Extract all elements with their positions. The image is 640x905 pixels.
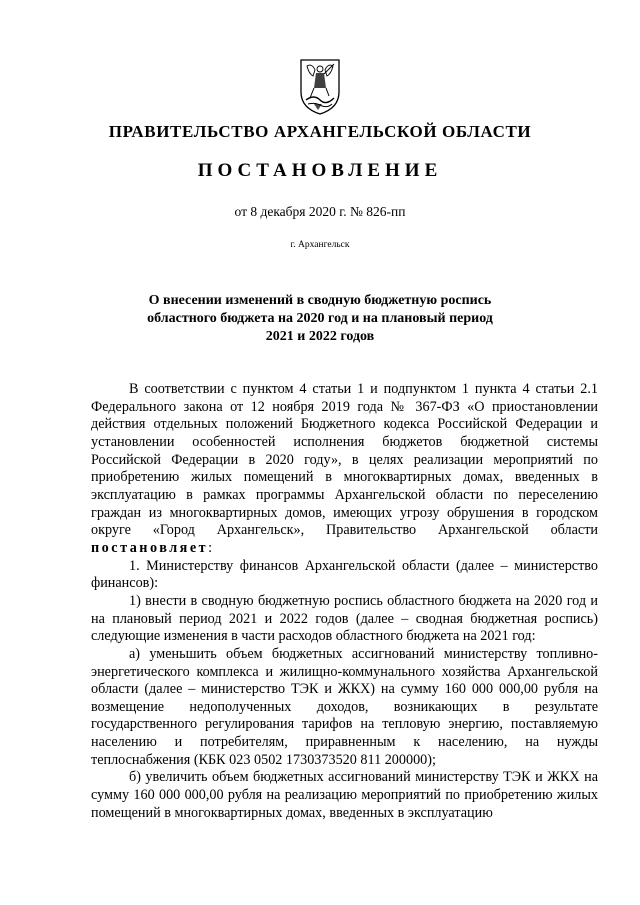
preamble-paragraph (91, 381, 598, 558)
resolves-word: постановляет (91, 539, 209, 556)
document-type-title: ПОСТАНОВЛЕНИЕ (197, 160, 443, 181)
organization-name: ПРАВИТЕЛЬСТВО АРХАНГЕЛЬСКОЙ ОБЛАСТИ (108, 122, 532, 141)
document-body (91, 381, 598, 822)
date-and-number: от 8 декабря 2020 г. № 826-пп (234, 204, 406, 219)
document-subject (120, 292, 520, 346)
item-b-paragraph: б) увеличить объем бюджетных ассигнований министерству ТЭК и ЖКХ на сумму 160 000 000,00 рубля на реализацию мероприятий по приобретению жилых помещений в многоквартирных домах, введенных в эксплуатацию (91, 769, 598, 821)
item-1-paragraph: 1. Министерству финансов Архангельской области (далее – министерство финансов): (91, 557, 598, 592)
subject-line-3: 2021 и 2022 годов (265, 329, 375, 344)
preamble-text: В соответствии с пунктом 4 статьи 1 и подпунктом 1 пункта 4 статьи 2.1 Федерального закона от 12 ноября 2019 года № 367-ФЗ «О приостановлении действия отдельных положений Бюджетного кодекса Российской Федерации и установлении особенностей исполнения бюджетов бюджетной системы Российской Федерации в 2020 году», в целях реализации мероприятий по приобретению жилых помещений в многоквартирных домах, введенных в эксплуатацию в рамках программы Архангельской области по переселению граждан из многоквартирных домов, имеющих угрозу обрушения в городском округе «Город Архангельск», Правительство Архангельской области (91, 381, 598, 539)
item-1-1-paragraph: 1) внести в сводную бюджетную роспись областного бюджета на 2020 год и на плановый период 2021 и 2022 годов (далее – сводная бюджетная роспись) следующие изменения в части расходов областного бюджета на 2021 год: (91, 592, 598, 645)
subject-line-2: областного бюджета на 2020 год и на плановый период (147, 311, 493, 326)
archangel-coat-of-arms-icon (298, 58, 342, 116)
resolves-colon: : (208, 539, 213, 556)
city-name: г. Архангельск (290, 240, 350, 250)
subject-line-1: О внесении изменений в сводную бюджетную роспись (148, 293, 492, 308)
item-a-paragraph: а) уменьшить объем бюджетных ассигнований министерству топливно-энергетического комплекса и жилищно-коммунального хозяйства Архангельской области (далее – министерство ТЭК и ЖКХ) на сумму 160 000 000,00 рубля на возмещение недополученных доходов, возникающих в результате государственного регулирования тарифов на тепловую энергию, поставляемую населению и потребителям, приравненным к населению, на нужды теплоснабжения (КБК 023 0502 1730373520 811 200000); (91, 645, 598, 768)
